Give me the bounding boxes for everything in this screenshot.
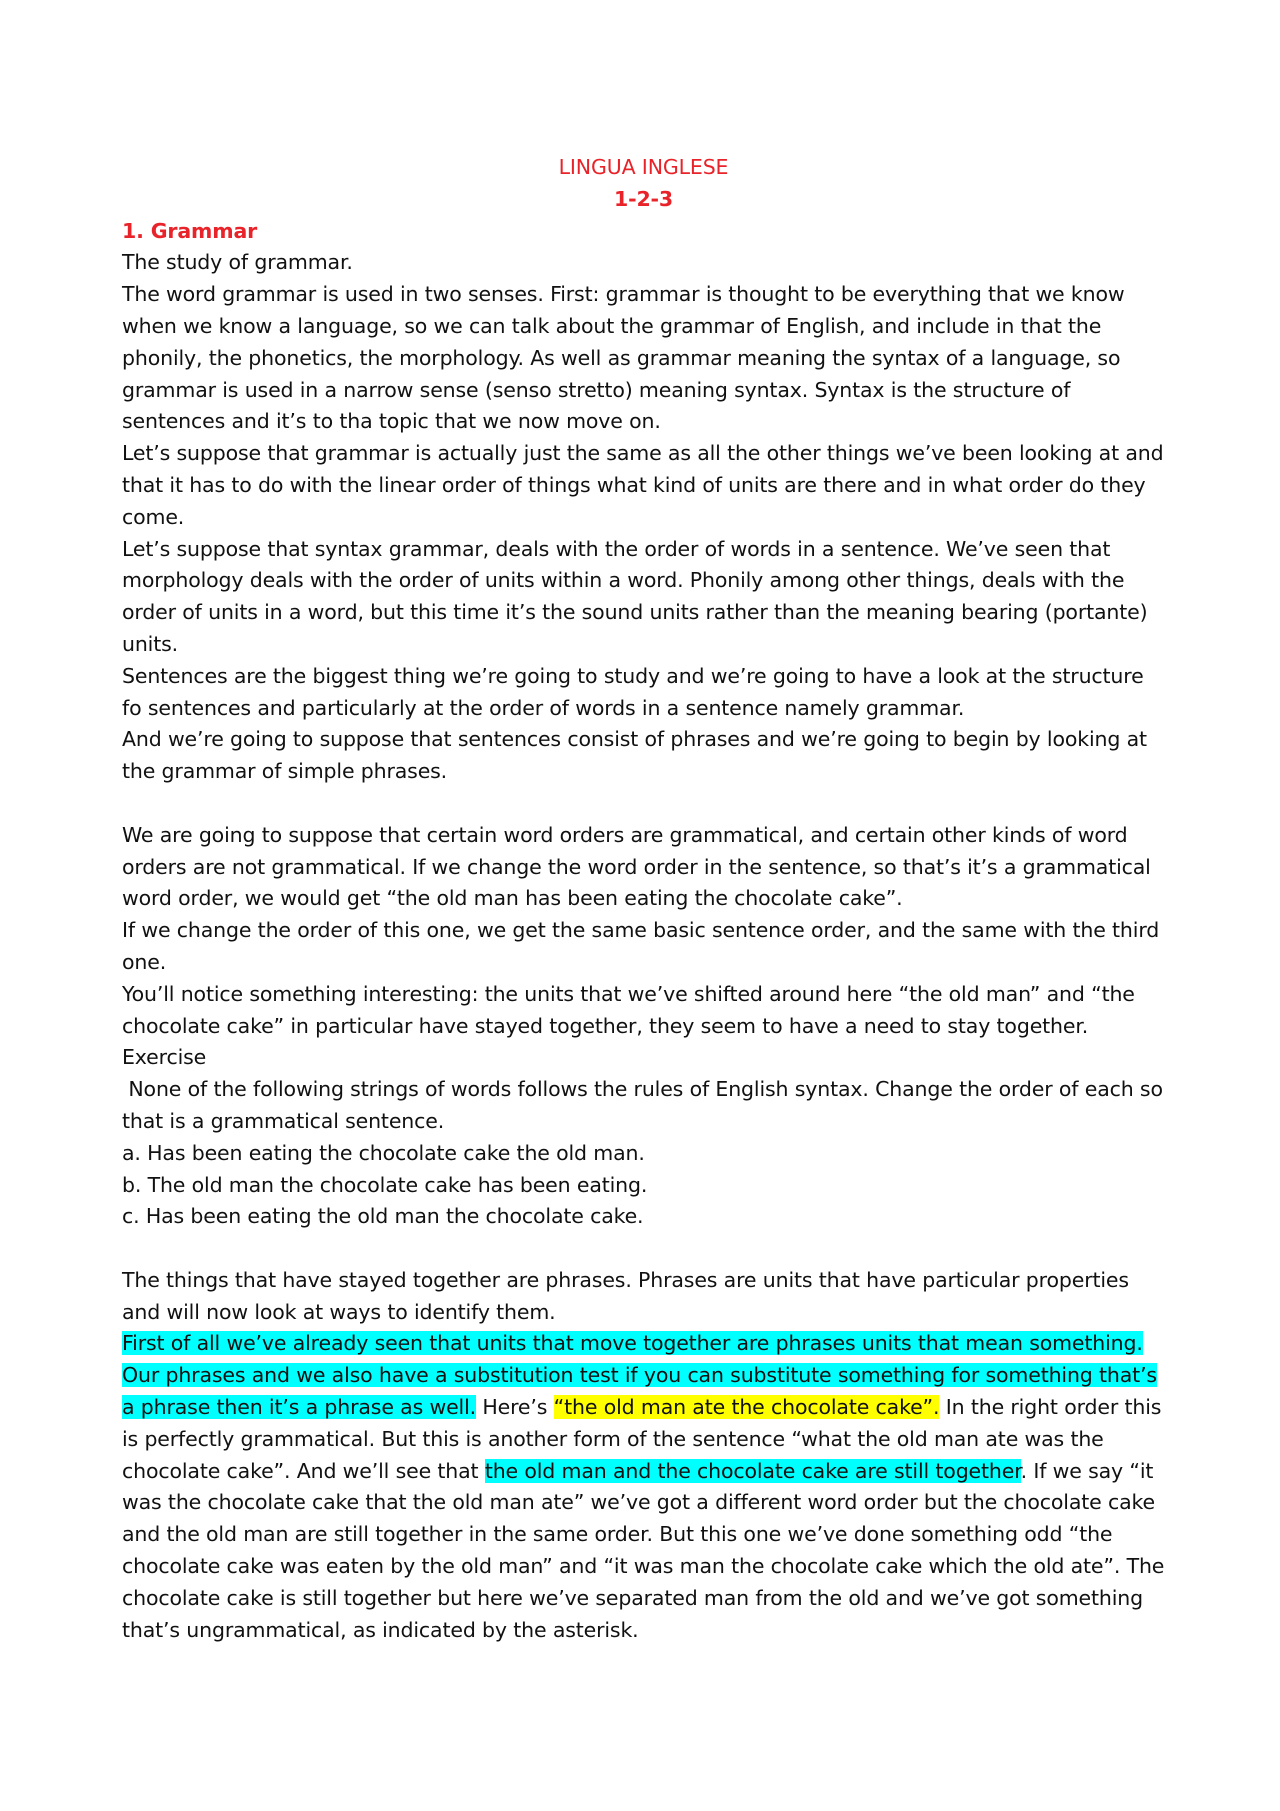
paragraph: We are going to suppose that certain word orders are grammatical, and certain other kinds of word orders are not grammatical. If we change the word order in the sentence, so that’s it’s a grammatical word order, we would get “the old man has been eating the chocolate cake”. [122,822,1151,911]
paragraph: The study of grammar. [122,250,353,275]
paragraph: You’ll notice something interesting: the units that we’ve shifted around here “the old man” and “the chocolate cake” in particular have stayed together, they seem to have a need to stay together. [122,981,1135,1038]
exercise-instructions: None of the following strings of words follows the rules of English syntax. Change the order of each so that is a grammatical sentence. [122,1077,1170,1133]
highlighted-paragraph [122,1328,1165,1646]
text-segment: In the right order this is perfectly grammatical. But this is another form of the sentence “what the old man ate was the chocolate cake”. And we’ll see that [122,1395,1162,1483]
exercise-label: Exercise [122,1045,207,1070]
paragraph: Let’s suppose that syntax grammar, deals with the order of words in a sentence. We’ve seen that morphology deals with the order of units within a word. Phonily among other things, deals with the order of units in a word, but this time it’s the sound units rather than the meaning bearing (portante) units. [122,536,1148,656]
paragraph: Let’s suppose that grammar is actually just the same as all the other things we’ve been looking at and that it has to do with the linear order of things what kind of units are there and in what order do they come. [122,441,1164,529]
document-title: LINGUA INGLESE [558,155,729,179]
section-heading: 1. Grammar [122,218,258,243]
paragraph: If we change the order of this one, we get the same basic sentence order, and the same with the third one. [122,918,1160,974]
blank-line [122,1233,1165,1265]
document-subtitle: 1-2-3 [613,186,674,211]
cyan-highlight: First of all we’ve already seen that units that move together are phrases units that mean something. Our phrases and we also have a substitution test if you can substitute something for something that’s a phrase then it’s a phrase as well. [122,1331,1157,1420]
cyan-highlight: the old man and the chocolate cake are still together [484,1458,1021,1483]
exercise-item: b. The old man the chocolate cake has been eating. [122,1172,648,1197]
blank-line [122,788,1165,820]
yellow-highlight: “the old man ate the chocolate cake”. [553,1395,940,1420]
paragraph: The things that have stayed together are phrases. Phrases are units that have particular properties and will now look at ways to identify them. [122,1267,1129,1324]
exercise-item: c. Has been eating the old man the chocolate cake. [122,1204,644,1229]
exercise-item: a. Has been eating the chocolate cake the old man. [122,1140,645,1165]
paragraph: And we’re going to suppose that sentences consist of phrases and we’re going to begin by looking at the grammar of simple phrases. [122,727,1147,784]
paragraph: The word grammar is used in two senses. First: grammar is thought to be everything that we know when we know a language, so we can talk about the grammar of English, and include in that the phonily, the phonetics, the morphology. As well as grammar meaning the syntax of a language, so grammar is used in a narrow sense (senso stretto) meaning syntax. Syntax is the structure of sentences and it’s to tha topic that we now move on. [122,282,1125,434]
text-segment: Here’s [476,1395,554,1420]
text-segment: . If we say “it was the chocolate cake that the old man ate” we’ve got a different word order but the chocolate cake and the old man are still together in the same order. But this one we’ve done something odd “the chocolate cake was eaten by the old man” and “it was man the chocolate cake which the old ate”. The chocolate cake is still together but here we’ve separated man from the old and we’ve got something that’s ungrammatical, as indicated by the asterisk. [122,1458,1165,1642]
paragraph: Sentences are the biggest thing we’re going to study and we’re going to have a look at the structure fo sentences and particularly at the order of words in a sentence namely grammar. [122,663,1144,720]
